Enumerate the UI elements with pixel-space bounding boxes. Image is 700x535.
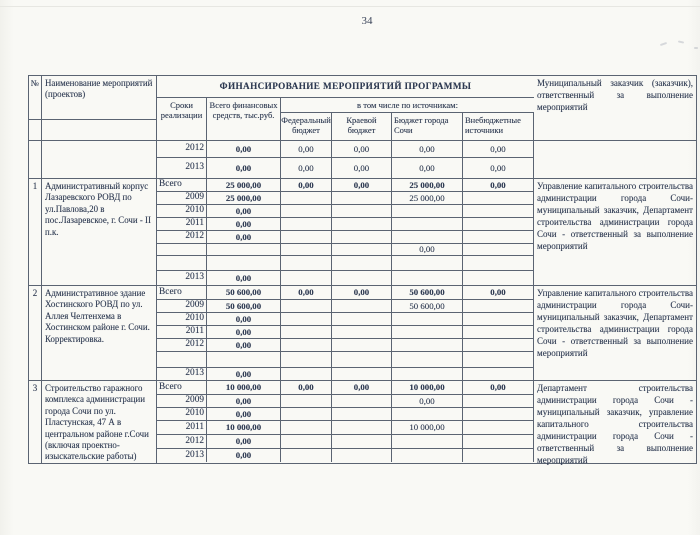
extra-value-cell bbox=[463, 352, 534, 367]
financing-row bbox=[157, 435, 534, 449]
total-value-cell bbox=[207, 244, 281, 255]
year-cell: 2010 bbox=[157, 205, 207, 217]
regional-value-cell: 0,00 bbox=[332, 158, 392, 178]
federal-value-cell bbox=[281, 300, 332, 312]
year-cell: 2009 bbox=[157, 300, 207, 312]
extra-value-cell bbox=[463, 408, 534, 420]
federal-value-cell: 0,00 bbox=[281, 141, 332, 157]
financing-row bbox=[157, 218, 534, 231]
regional-value-cell bbox=[332, 300, 392, 312]
financing-row bbox=[157, 339, 534, 352]
year-cell: 2011 bbox=[157, 326, 207, 338]
total-value-cell: 10 000,00 bbox=[207, 421, 281, 434]
extra-value-cell bbox=[463, 395, 534, 407]
project-name-cell: Административное здание Хостинского РОВД по ул. Аллея Челтенхема в Хостинском районе г. Сочи. Корректировка. bbox=[42, 286, 157, 380]
financing-row bbox=[157, 192, 534, 205]
project-values-block bbox=[157, 381, 534, 463]
regional-value-cell bbox=[332, 435, 392, 448]
city-value-cell: 50 600,00 bbox=[392, 300, 463, 312]
extra-value-cell bbox=[463, 244, 534, 255]
financing-row bbox=[157, 205, 534, 218]
regional-value-cell bbox=[332, 421, 392, 434]
name-header-empty bbox=[42, 120, 156, 140]
city-value-cell: 50 600,00 bbox=[392, 286, 463, 299]
row-label-cell: Всего bbox=[157, 179, 207, 191]
project-values-block bbox=[157, 179, 534, 285]
column-num-header bbox=[29, 76, 42, 140]
federal-value-cell bbox=[281, 218, 332, 230]
total-value-cell bbox=[207, 352, 281, 367]
city-value-cell: 25 000,00 bbox=[392, 192, 463, 204]
total-value-cell: 0,00 bbox=[207, 218, 281, 230]
federal-value-cell bbox=[281, 339, 332, 351]
year-cell: 2013 bbox=[157, 271, 207, 285]
total-value-cell: 0,00 bbox=[207, 271, 281, 285]
regional-value-cell bbox=[332, 313, 392, 325]
city-value-cell bbox=[392, 205, 463, 217]
regional-value-cell bbox=[332, 352, 392, 367]
city-value-cell: 0,00 bbox=[392, 395, 463, 407]
total-value-cell: 0,00 bbox=[207, 339, 281, 351]
regional-value-cell bbox=[332, 244, 392, 255]
year-cell: 2010 bbox=[157, 408, 207, 420]
extra-value-cell bbox=[463, 313, 534, 325]
sources-label-cell: в том числе по источникам: bbox=[281, 98, 534, 113]
year-cell: 2013 bbox=[157, 158, 207, 178]
regional-value-cell bbox=[332, 192, 392, 204]
project-name-cell: Строительство гаражного комплекса администрации города Сочи по ул. Пластунская, 47 А в центральном районе г.Сочи (включая проектно-изыскательские работы) bbox=[42, 381, 157, 463]
financing-row bbox=[157, 256, 534, 271]
extra-value-cell: 0,00 bbox=[463, 286, 534, 299]
federal-value-cell bbox=[281, 326, 332, 338]
project-row-3 bbox=[29, 381, 696, 463]
financing-row bbox=[157, 326, 534, 339]
year-cell: 2011 bbox=[157, 421, 207, 434]
financing-row bbox=[157, 244, 534, 256]
num-header-empty bbox=[29, 120, 41, 140]
extra-value-cell: 0,00 bbox=[463, 179, 534, 191]
financing-row bbox=[157, 179, 534, 192]
total-value-cell: 0,00 bbox=[207, 158, 281, 178]
financing-row bbox=[157, 158, 534, 178]
financing-row bbox=[157, 421, 534, 435]
regional-value-cell bbox=[332, 256, 392, 270]
regional-value-cell bbox=[332, 395, 392, 407]
extra-value-cell bbox=[463, 421, 534, 434]
financing-row bbox=[157, 368, 534, 380]
financing-row bbox=[157, 352, 534, 368]
name-header-cell: Наименование мероприятий (проектов) bbox=[42, 76, 156, 120]
city-value-cell bbox=[392, 326, 463, 338]
table-header-section bbox=[29, 76, 696, 141]
city-value-cell bbox=[392, 435, 463, 448]
regional-value-cell bbox=[332, 326, 392, 338]
city-value-cell bbox=[392, 218, 463, 230]
carryover-values-block bbox=[157, 141, 534, 178]
financing-title-cell: ФИНАНСИРОВАНИЕ МЕРОПРИЯТИЙ ПРОГРАММЫ bbox=[157, 76, 534, 98]
page-number: 34 bbox=[361, 15, 373, 27]
city-value-cell bbox=[392, 231, 463, 243]
financing-row bbox=[157, 231, 534, 244]
row-label-cell bbox=[157, 256, 207, 270]
extra-value-cell bbox=[463, 256, 534, 270]
carryover-customer-cell bbox=[534, 141, 696, 178]
federal-value-cell bbox=[281, 256, 332, 270]
extra-value-cell: 0,00 bbox=[463, 158, 534, 178]
project-row-1 bbox=[29, 179, 696, 286]
regional-value-cell: 0,00 bbox=[332, 141, 392, 157]
federal-value-cell bbox=[281, 313, 332, 325]
city-value-cell bbox=[392, 368, 463, 380]
year-cell: 2013 bbox=[157, 368, 207, 380]
financing-row bbox=[157, 313, 534, 326]
carryover-num-cell bbox=[29, 141, 42, 178]
city-value-cell: 0,00 bbox=[392, 244, 463, 255]
extra-header-cell: Внебюджетные источники bbox=[463, 113, 534, 140]
city-value-cell: 0,00 bbox=[392, 158, 463, 178]
total-header-cell: Всего финансовых средств, тыс.руб. bbox=[207, 98, 281, 140]
project-num-cell: 3 bbox=[29, 381, 42, 463]
city-value-cell bbox=[392, 313, 463, 325]
regional-value-cell bbox=[332, 449, 392, 462]
project-num-cell: 1 bbox=[29, 179, 42, 285]
city-value-cell bbox=[392, 256, 463, 270]
total-value-cell: 0,00 bbox=[207, 231, 281, 243]
regional-value-cell: 0,00 bbox=[332, 381, 392, 394]
financing-row bbox=[157, 271, 534, 285]
federal-value-cell: 0,00 bbox=[281, 158, 332, 178]
total-value-cell: 0,00 bbox=[207, 408, 281, 420]
extra-value-cell bbox=[463, 339, 534, 351]
federal-value-cell bbox=[281, 271, 332, 285]
city-value-cell bbox=[392, 449, 463, 462]
regional-value-cell bbox=[332, 231, 392, 243]
carryover-name-cell bbox=[42, 141, 157, 178]
city-value-cell bbox=[392, 339, 463, 351]
sources-header-block bbox=[281, 98, 534, 140]
total-value-cell: 50 600,00 bbox=[207, 300, 281, 312]
financing-row bbox=[157, 449, 534, 462]
total-value-cell: 0,00 bbox=[207, 313, 281, 325]
total-value-cell: 25 000,00 bbox=[207, 179, 281, 191]
row-label-cell: Всего bbox=[157, 286, 207, 299]
year-cell: 2009 bbox=[157, 395, 207, 407]
federal-value-cell: 0,00 bbox=[281, 179, 332, 191]
year-cell: 2012 bbox=[157, 435, 207, 448]
sources-columns-row bbox=[281, 113, 534, 140]
extra-value-cell bbox=[463, 368, 534, 380]
federal-value-cell bbox=[281, 368, 332, 380]
extra-value-cell bbox=[463, 218, 534, 230]
federal-value-cell bbox=[281, 231, 332, 243]
federal-header-cell: Федеральный бюджет bbox=[281, 113, 332, 140]
federal-value-cell bbox=[281, 449, 332, 462]
extra-value-cell bbox=[463, 271, 534, 285]
extra-value-cell bbox=[463, 449, 534, 462]
financing-table bbox=[28, 75, 697, 464]
regional-value-cell bbox=[332, 368, 392, 380]
federal-value-cell bbox=[281, 244, 332, 255]
federal-value-cell bbox=[281, 205, 332, 217]
total-value-cell: 0,00 bbox=[207, 368, 281, 380]
row-label-cell bbox=[157, 244, 207, 255]
financing-row bbox=[157, 381, 534, 395]
federal-value-cell bbox=[281, 435, 332, 448]
federal-value-cell: 0,00 bbox=[281, 286, 332, 299]
total-value-cell: 0,00 bbox=[207, 141, 281, 157]
city-value-cell: 10 000,00 bbox=[392, 381, 463, 394]
year-cell: 2012 bbox=[157, 141, 207, 157]
num-header-cell: № bbox=[29, 76, 41, 120]
regional-value-cell bbox=[332, 205, 392, 217]
year-cell: 2011 bbox=[157, 218, 207, 230]
column-name-header bbox=[42, 76, 157, 140]
extra-value-cell: 0,00 bbox=[463, 141, 534, 157]
extra-value-cell bbox=[463, 435, 534, 448]
regional-value-cell bbox=[332, 271, 392, 285]
total-value-cell: 10 000,00 bbox=[207, 381, 281, 394]
pencil-mark bbox=[694, 47, 698, 49]
year-cell: 2010 bbox=[157, 313, 207, 325]
federal-value-cell bbox=[281, 352, 332, 367]
row-label-cell: Всего bbox=[157, 381, 207, 394]
project-num-cell: 2 bbox=[29, 286, 42, 380]
regional-value-cell: 0,00 bbox=[332, 286, 392, 299]
federal-value-cell bbox=[281, 408, 332, 420]
extra-value-cell bbox=[463, 326, 534, 338]
scan-edge-line bbox=[0, 6, 700, 7]
financing-row bbox=[157, 395, 534, 408]
federal-value-cell bbox=[281, 192, 332, 204]
financing-row bbox=[157, 300, 534, 313]
year-cell: 2013 bbox=[157, 449, 207, 462]
city-value-cell bbox=[392, 271, 463, 285]
carryover-section bbox=[29, 141, 696, 179]
financing-subheader-row bbox=[157, 98, 534, 140]
total-value-cell: 0,00 bbox=[207, 449, 281, 462]
total-value-cell: 0,00 bbox=[207, 205, 281, 217]
pencil-mark bbox=[660, 42, 667, 46]
extra-value-cell bbox=[463, 192, 534, 204]
row-label-cell bbox=[157, 352, 207, 367]
federal-value-cell bbox=[281, 395, 332, 407]
extra-value-cell: 0,00 bbox=[463, 381, 534, 394]
regional-header-cell: Краевой бюджет bbox=[332, 113, 392, 140]
total-value-cell: 0,00 bbox=[207, 435, 281, 448]
period-header-cell: Сроки реализации bbox=[157, 98, 207, 140]
city-value-cell bbox=[392, 352, 463, 367]
total-value-cell: 25 000,00 bbox=[207, 192, 281, 204]
city-value-cell bbox=[392, 408, 463, 420]
project-row-2 bbox=[29, 286, 696, 381]
project-values-block bbox=[157, 286, 534, 380]
regional-value-cell bbox=[332, 218, 392, 230]
federal-value-cell bbox=[281, 421, 332, 434]
total-value-cell bbox=[207, 256, 281, 270]
regional-value-cell: 0,00 bbox=[332, 179, 392, 191]
project-customer-cell: Департамент строительства администрации города Сочи - муниципальный заказчик, управление капитального строительства администрации города Сочи - ответственный за выполнение мероприятий bbox=[537, 383, 693, 465]
customer-header-cell: Муниципальный заказчик (заказчик), ответственный за выполнение мероприятий bbox=[537, 78, 693, 112]
project-name-cell: Административный корпус Лазаревского РОВД по ул.Павлова,20 в пос.Лазаревское, г. Сочи - II п.к. bbox=[42, 179, 157, 285]
federal-value-cell: 0,00 bbox=[281, 381, 332, 394]
financing-header-block bbox=[157, 76, 534, 140]
city-value-cell: 10 000,00 bbox=[392, 421, 463, 434]
extra-value-cell bbox=[463, 231, 534, 243]
total-value-cell: 50 600,00 bbox=[207, 286, 281, 299]
year-cell: 2009 bbox=[157, 192, 207, 204]
city-value-cell: 0,00 bbox=[392, 141, 463, 157]
pencil-mark bbox=[678, 40, 684, 43]
regional-value-cell bbox=[332, 408, 392, 420]
year-cell: 2012 bbox=[157, 231, 207, 243]
project-customer-cell: Управление капитального строительства администрации города Сочи-муниципальный заказчик, Департамент строительства администрации города Сочи - ответственный за выполнение мероприятий bbox=[537, 288, 693, 358]
regional-value-cell bbox=[332, 339, 392, 351]
extra-value-cell bbox=[463, 205, 534, 217]
total-value-cell: 0,00 bbox=[207, 395, 281, 407]
extra-value-cell bbox=[463, 300, 534, 312]
project-customer-cell: Управление капитального строительства администрации города Сочи-муниципальный заказчик, Департамент строительства администрации города Сочи - ответственный за выполнение мероприятий bbox=[537, 181, 693, 251]
total-value-cell: 0,00 bbox=[207, 326, 281, 338]
financing-row bbox=[157, 141, 534, 158]
financing-row bbox=[157, 408, 534, 421]
financing-row bbox=[157, 286, 534, 300]
city-header-cell: Бюджет города Сочи bbox=[392, 113, 463, 140]
city-value-cell: 25 000,00 bbox=[392, 179, 463, 191]
year-cell: 2012 bbox=[157, 339, 207, 351]
